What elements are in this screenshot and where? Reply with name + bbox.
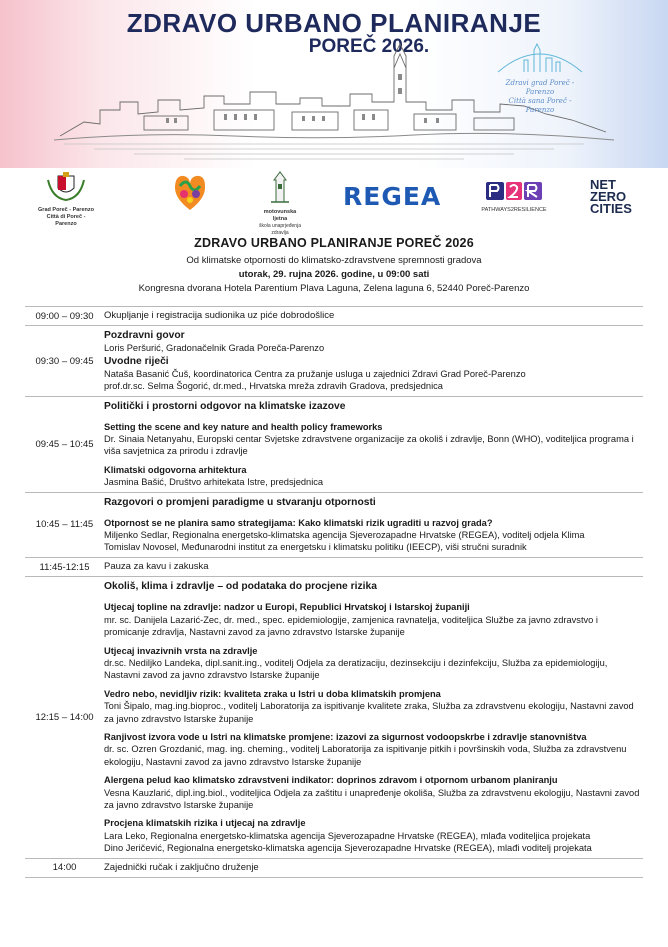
talk-title: Procjena klimatskih rizika i utjecaj na zdravlje	[104, 818, 306, 829]
banner-subtitle: POREČ 2026.	[308, 36, 430, 57]
session-content	[104, 493, 643, 557]
session-time: 10:45 – 11:45	[35, 519, 94, 531]
session-content	[104, 307, 643, 325]
session-heading: Politički i prostorni odgovor na klimatske izazove	[104, 400, 346, 412]
banner-title: ZDRAVO URBANO PLANIRANJE	[126, 8, 542, 38]
session-time: 11:45-12:15	[39, 561, 90, 573]
session-time: 12:15 – 14:00	[35, 711, 94, 723]
programme-row	[25, 558, 643, 577]
session-content	[104, 558, 643, 576]
header-banner	[0, 0, 668, 168]
event-subtitle: Od klimatske otpornosti do klimatsko-zdravstvene spremnosti gradova	[186, 255, 482, 266]
brand-line-hr: Zdravi grad Poreč - Parenzo	[505, 79, 575, 96]
programme-row	[25, 306, 643, 326]
logo-regea	[343, 182, 442, 211]
speaker-line: dr.sc. Nediljko Landeka, dipl.sanit.ing., voditelj Odjela za deratizaciju, dezinsekciju i dezinfekciju, Služba za epidemiologiju, Nastavni zavod za javno zdravstvo Istarske županije	[104, 657, 608, 681]
session-time: 09:30 – 09:45	[35, 355, 94, 367]
session-time: 14:00	[52, 862, 77, 874]
colorful-heart-icon	[172, 172, 208, 212]
talk-title: Otpornost se ne planira samo strategijama: Kako klimatski rizik ugraditi u razvoj grada?	[104, 517, 493, 528]
speaker-line: Lara Leko, Regionalna energetsko-klimatska agencija Sjeverozapadne Hrvatske (REGEA), mlađa voditeljica projekata	[104, 830, 591, 841]
session-heading: Uvodne riječi	[104, 355, 169, 367]
logo-healthy-city-heart	[172, 172, 208, 217]
logo-porec-line1: Grad Poreč - Parenzo	[38, 207, 94, 213]
talk-title: Ranjivost izvora vode u Istri na klimatske promjene: izazovi za sigurnost vodoopskrbe i zdravlje stanovništva	[104, 731, 587, 742]
netzero-line3: CITIES	[590, 201, 632, 216]
programme-row	[25, 326, 643, 396]
session-description: Pauza za kavu i zakuska	[104, 560, 209, 572]
speaker-line: Vesna Kauzlarić, dipl.ing.biol., voditeljica Odjela za zaštitu i unapređenje okoliša, Služba za zdravstvenu ekologiju, Nastavni zavod za javno zdravstvo Istarske županije	[104, 787, 640, 810]
speaker-line: Dino Jeričević, Regionalna energetsko-klimatska agencija Sjeverozapadne Hrvatske (REGEA), mlađi voditelj projekata	[104, 843, 592, 854]
session-content	[104, 326, 643, 395]
speaker-line: Tomislav Novosel, Međunarodni institut za energetsku i klimatsku politiku (IEECP), viši stručni suradnik	[104, 542, 527, 553]
talk-title: Utjecaj topline na zdravlje: nadzor u Europi, Republici Hrvatskoj i Istarskoj županiji	[104, 602, 470, 613]
speaker-line: dr. sc. Ozren Grozdanić, mag. ing. cheming., voditelj Laboratorija za ispitivanje pitkih i površinskih voda, Služba za zdravstvenu ekologiju, Nastavni zavod za javno zdravstvo Istarske županije	[104, 744, 627, 767]
p2r-caption: PATHWAYS2RESILIENCE	[481, 207, 547, 213]
netzero-line2: ZERO	[590, 189, 627, 204]
session-time: 09:00 – 09:30	[35, 310, 94, 322]
programme-table	[25, 306, 643, 878]
brand-line-it: Città sana Poreč - Parenzo	[508, 97, 572, 114]
talk-title: Utjecaj invazivnih vrsta na zdravlje	[104, 645, 258, 656]
netzero-line1: NET	[590, 177, 616, 192]
speaker-line: Loris Peršurić, Gradonačelnik Grada Poreča-Parenzo	[104, 343, 325, 354]
logo-net-zero-cities	[590, 179, 632, 215]
programme-row	[25, 577, 643, 858]
healthy-city-logo-icon	[494, 42, 586, 74]
logo-motovun-line1: motovunska ljetna	[263, 209, 297, 222]
healthy-city-brand	[494, 42, 586, 115]
session-description: Zajednički ručak i zaključno druženje	[104, 861, 259, 873]
speaker-line: Nataša Basanić Čuš, koordinatorica Centra za pružanje usluga u zajednici Zdravi Grad Poreč-Parenzo	[104, 368, 526, 379]
talk-title: Vedro nebo, nevidljiv rizik: kvaliteta zraka u Istri u doba klimatskih promjena	[104, 688, 441, 699]
event-venue: Kongresna dvorana Hotela Parentium Plava Laguna, Zelena laguna 6, 52440 Poreč-Parenzo	[138, 283, 530, 294]
logo-porec	[38, 170, 94, 228]
talk-title: Klimatski odgovorna arhitektura	[104, 464, 247, 475]
motovun-tower-icon	[269, 170, 291, 204]
programme-row	[25, 397, 643, 493]
session-time: 09:45 – 10:45	[35, 438, 94, 450]
logo-motovun-line2: škola unaprjeđenja zdravlja	[259, 223, 301, 236]
speaker-line: mr. sc. Danijela Lazarić-Zec, dr. med., spec. epidemiologije, zamjenica ravnatelja, voditeljica Službe za javno zdravstvo i promicanje zdravlja, Nastavni zavod za javno zdravstvo Istarske županije	[104, 614, 598, 638]
partner-logos	[0, 170, 668, 236]
session-heading: Okoliš, klima i zdravlje – od podataka do procjene rizika	[104, 581, 377, 593]
logo-pathways2resilience	[478, 180, 550, 214]
session-content	[104, 577, 643, 857]
logo-motovun	[256, 170, 304, 237]
speaker-line: prof.dr.sc. Selma Šogorić, dr.med., Hrvatska mreža zdravih Gradova, predsjednica	[104, 381, 443, 392]
session-heading: Razgovori o promjeni paradigme u stvaranju otpornosti	[104, 496, 376, 508]
programme-row	[25, 493, 643, 558]
talk-title: Alergena pelud kao klimatsko zdravstveni indikator: doprinos zdravom i otpornom urbanom planiranju	[104, 775, 558, 786]
event-date: utorak, 29. rujna 2026. godine, u 09:00 sati	[238, 269, 430, 280]
speaker-line: Toni Šipalo, mag.ing.bioproc., voditelj Laboratorija za ispitivanje kvalitete zraka, Služba za zdravstvenu ekologiju, Nastavni zavod za javno zdravstvo Istarske županije	[104, 701, 634, 724]
speaker-line: Dr. Sinaia Netanyahu, Europski centar Svjetske zdravstvene organizacije za okoliš i zdravlje, Bonn (WHO), voditeljica programa i viša savjetnica za prirodu i zdravlje	[104, 434, 634, 457]
session-content	[104, 397, 643, 492]
session-heading: Pozdravni govor	[104, 330, 185, 342]
session-content	[104, 859, 643, 877]
speaker-line: Jasmina Bašić, Društvo arhitekata Istre, predsjednica	[104, 477, 324, 488]
talk-title: Setting the scene and key nature and health policy frameworks	[104, 421, 383, 432]
logo-porec-line2: Città di Poreč - Parenzo	[46, 214, 86, 227]
session-description: Okupljanje i registracija sudionika uz piće dobrodošlice	[104, 310, 335, 321]
p2r-mark-icon	[484, 180, 544, 202]
event-header	[0, 236, 668, 294]
porec-coat-of-arms-icon	[44, 170, 88, 202]
speaker-line: Miljenko Sedlar, Regionalna energetsko-klimatska agencija Sjeverozapadne Hrvatske (REGEA), voditelj odjela Klima	[104, 530, 585, 541]
event-title: ZDRAVO URBANO PLANIRANJE POREČ 2026	[194, 236, 474, 250]
regea-wordmark: REGEA	[343, 182, 442, 211]
programme-row	[25, 859, 643, 878]
